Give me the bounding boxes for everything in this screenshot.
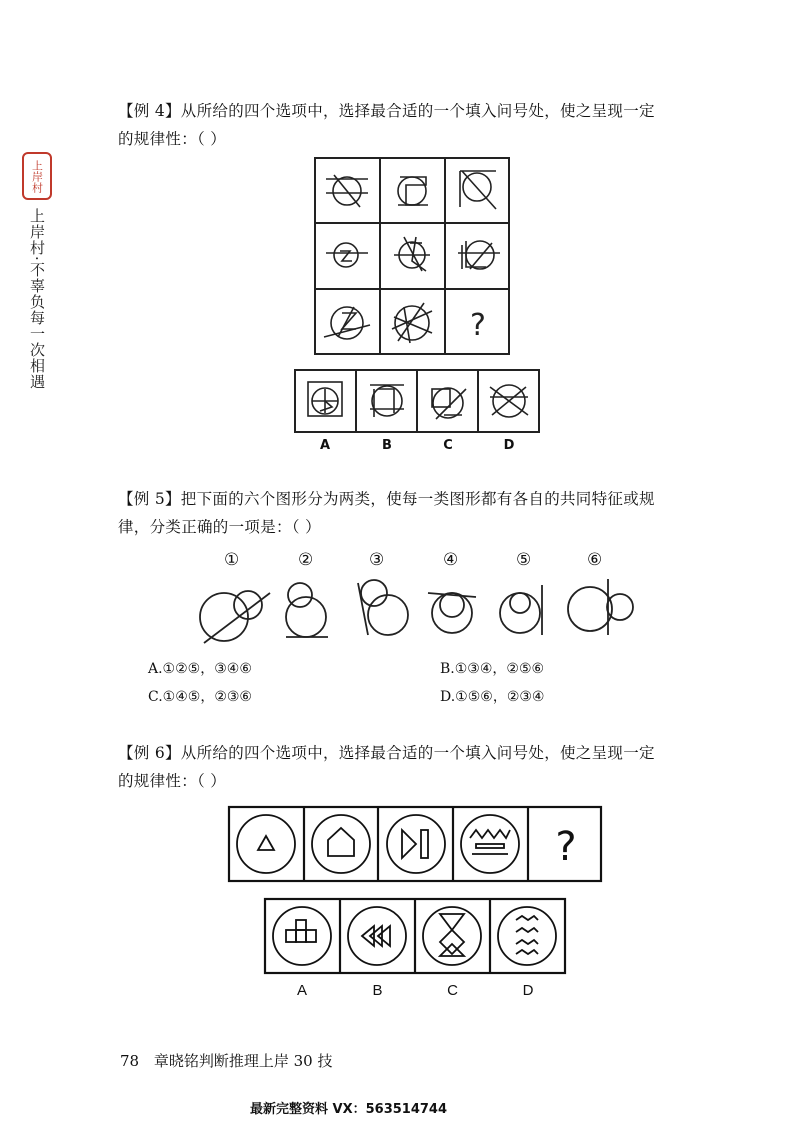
ex6-option-label-d: D — [522, 982, 534, 999]
watermark-text: 最新完整资料 VX：563514744 — [250, 1102, 448, 1117]
ex4-question-line2: 的规律性：（ ） — [118, 130, 227, 148]
ex5-figure-number-3: ③ — [369, 550, 385, 570]
ex6-options-row — [264, 898, 566, 974]
ex5-choice-d: D.①⑤⑥，②③④ — [440, 689, 545, 705]
ex5-figure-number-1: ① — [224, 550, 240, 570]
sidebar-vertical-slogan: 上岸村·不辜负每一次相遇 — [28, 208, 46, 390]
ex4-puzzle-grid — [314, 157, 510, 355]
ex4-option-label-b: B — [382, 438, 392, 453]
ex6-question-mark: ? — [555, 824, 577, 870]
ex6-option-label-c: C — [447, 982, 458, 999]
seal-logo: 上岸村 — [22, 152, 52, 200]
ex4-option-label-a: A — [319, 438, 331, 453]
ex5-choice-b: B.①③④，②⑤⑥ — [440, 661, 545, 677]
ex6-question-line2: 的规律性：（ ） — [118, 772, 227, 790]
ex4-question-line1: 【例 4】从所给的四个选项中，选择最合适的一个填入问号处，使之呈现一定 — [118, 102, 655, 120]
ex5-figures — [190, 575, 650, 645]
page-footer — [120, 1050, 333, 1071]
ex5-figure-number-2: ② — [298, 550, 314, 570]
ex5-question-line2: 律，分类正确的一项是：（ ） — [118, 518, 321, 536]
ex5-figure-number-6: ⑥ — [587, 550, 603, 570]
ex6-puzzle-row — [228, 806, 602, 882]
ex6-option-label-b: B — [372, 982, 383, 999]
ex5-figure-number-4: ④ — [443, 550, 459, 570]
book-title: 章晓铭判断推理上岸 30 技 — [153, 1052, 333, 1070]
ex4-question-mark: ? — [470, 308, 486, 343]
page-number: 78 — [120, 1052, 140, 1070]
ex4-option-label-c: C — [443, 438, 453, 453]
ex5-question-line1: 【例 5】把下面的六个图形分为两类，使每一类图形都有各自的共同特征或规 — [118, 490, 655, 508]
ex4-options-row — [294, 369, 540, 433]
ex5-choice-a: A.①②⑤，③④⑥ — [148, 661, 252, 677]
ex5-choice-c: C.①④⑤，②③⑥ — [148, 689, 252, 705]
ex6-option-label-a: A — [296, 982, 307, 999]
ex4-option-label-d: D — [503, 438, 515, 453]
ex6-question-line1: 【例 6】从所给的四个选项中，选择最合适的一个填入问号处，使之呈现一定 — [118, 744, 655, 762]
ex5-figure-number-5: ⑤ — [516, 550, 532, 570]
